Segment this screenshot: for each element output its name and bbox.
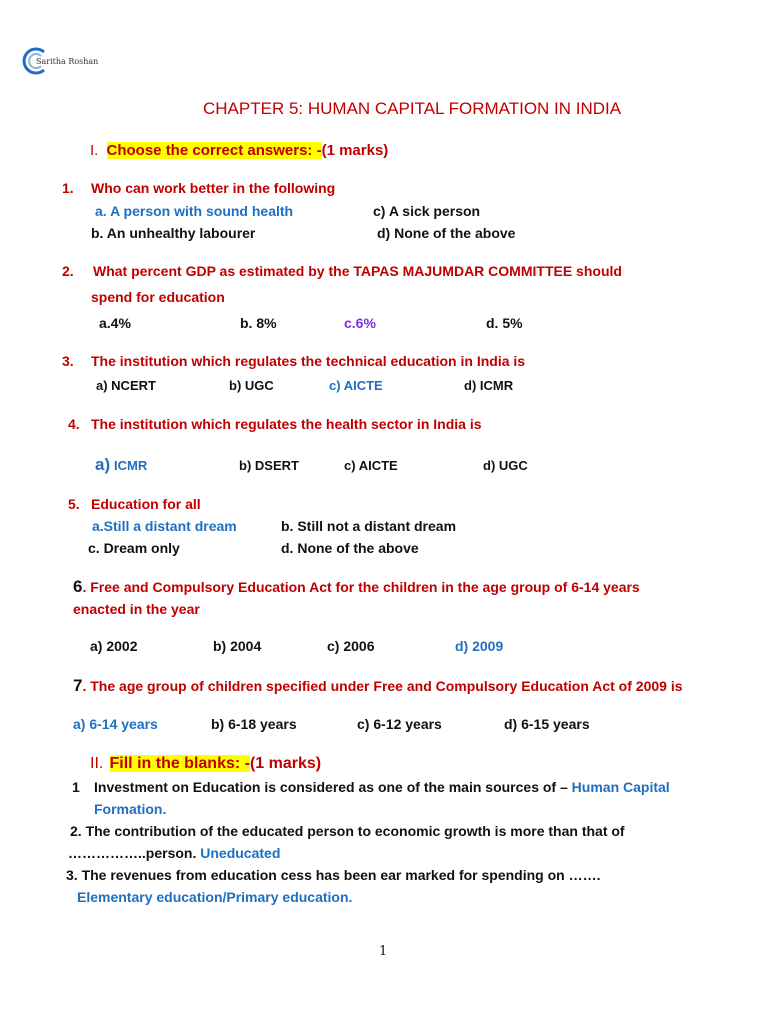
q1-option-a-text: A person with sound health: [110, 203, 294, 219]
fill1-answer-line2: Formation.: [94, 801, 167, 817]
q3-option-b: b) UGC: [229, 378, 274, 393]
q6-number: 6: [73, 577, 83, 596]
q1-option-a: [95, 203, 293, 219]
q2-number: 2.: [62, 263, 74, 279]
section-1-marks: (1 marks): [321, 142, 389, 159]
q4-option-c: c) AICTE: [344, 458, 398, 473]
section-2-numeral: II.: [90, 755, 104, 772]
q6-option-a: a) 2002: [90, 638, 138, 654]
fill1-answer-line1: Human Capital: [571, 779, 670, 795]
q4-option-d: d) UGC: [483, 458, 528, 473]
fill3-text: 3. The revenues from education cess has been ear marked for spending on …….: [66, 867, 601, 883]
page-title: CHAPTER 5: HUMAN CAPITAL FORMATION IN INDIA: [203, 99, 622, 118]
fill2-text-line1: 2. The contribution of the educated person to economic growth is more than that of: [70, 823, 625, 839]
q6-option-c: c) 2006: [327, 638, 375, 654]
fill1-question: Investment on Education is considered as one of the main sources of –: [94, 779, 568, 795]
q4-text: The institution which regulates the health sector in India is: [91, 416, 482, 432]
q3-text: The institution which regulates the technical education in India is: [91, 353, 526, 369]
q6-text-line2: enacted in the year: [73, 601, 200, 617]
q3-option-a: a) NCERT: [96, 378, 156, 393]
q1-option-b: b. An unhealthy labourer: [91, 225, 256, 241]
section-1-heading: [90, 142, 388, 159]
logo-text: Saritha Roshan: [36, 57, 99, 66]
q7-text-line: [73, 676, 683, 696]
q3-option-c: c) AICTE: [329, 378, 383, 393]
q5-option-d: d. None of the above: [281, 540, 419, 556]
q5-option-b: b. Still not a distant dream: [281, 518, 457, 534]
q5-option-a: a.Still a distant dream: [92, 518, 237, 534]
q7-option-b: b) 6-18 years: [211, 716, 297, 732]
q6-text: . Free and Compulsory Education Act for the children in the age group of 6-14 years: [82, 579, 640, 595]
fill2-answer: Uneducated: [200, 845, 281, 861]
q5-option-c: c. Dream only: [88, 540, 180, 556]
q4-number: 4.: [68, 416, 80, 432]
q2-option-a: a.4%: [99, 315, 131, 331]
q6-option-d: d) 2009: [455, 638, 504, 654]
q1-option-d: d) None of the above: [377, 225, 516, 241]
q7-option-d: d) 6-15 years: [504, 716, 590, 732]
section-2-heading: [90, 755, 321, 773]
q6-option-b: b) 2004: [213, 638, 262, 654]
fill1-text: [94, 779, 670, 795]
q7-option-c: c) 6-12 years: [357, 716, 442, 732]
q1-text: Who can work better in the following: [91, 180, 336, 196]
q7-option-a: a) 6-14 years: [73, 716, 158, 732]
q4-option-a-text: ICMR: [114, 458, 148, 473]
q1-option-c: c) A sick person: [373, 203, 481, 219]
q2-option-c: c.6%: [344, 315, 376, 331]
section-2-title: Fill in the blanks: -: [109, 755, 250, 772]
q5-number: 5.: [68, 496, 80, 512]
q4-option-a-letter: a): [95, 455, 111, 474]
q5-text: Education for all: [91, 496, 201, 512]
q2-text-line2: spend for education: [91, 289, 225, 305]
q3-option-d: d) ICMR: [464, 378, 514, 393]
fill2-blank: ……………..person.: [68, 845, 197, 861]
q7-text: . The age group of children specified under Free and Compulsory Education Act of 2009 is: [82, 678, 683, 694]
page-number: 1: [379, 944, 388, 959]
q1-number: 1.: [62, 180, 74, 196]
q4-option-b: b) DSERT: [239, 458, 299, 473]
q6-text-line1: [73, 577, 640, 597]
fill3-answer: Elementary education/Primary education.: [77, 889, 353, 905]
q3-number: 3.: [62, 353, 74, 369]
q2-text-line1: What percent GDP as estimated by the TAPAS MAJUMDAR COMMITTEE should: [93, 263, 622, 279]
section-1-numeral: I.: [90, 142, 99, 159]
q2-option-b: b. 8%: [240, 315, 277, 331]
q2-option-d: d. 5%: [486, 315, 523, 331]
section-1-title: Choose the correct answers: -: [106, 142, 322, 159]
q4-option-a: [95, 455, 147, 475]
section-2-marks: (1 marks): [249, 755, 322, 772]
q7-number: 7: [73, 676, 83, 695]
fill1-number: 1: [72, 779, 80, 795]
q1-option-a-letter: a.: [95, 203, 107, 219]
fill2-text-line2: [68, 845, 280, 861]
